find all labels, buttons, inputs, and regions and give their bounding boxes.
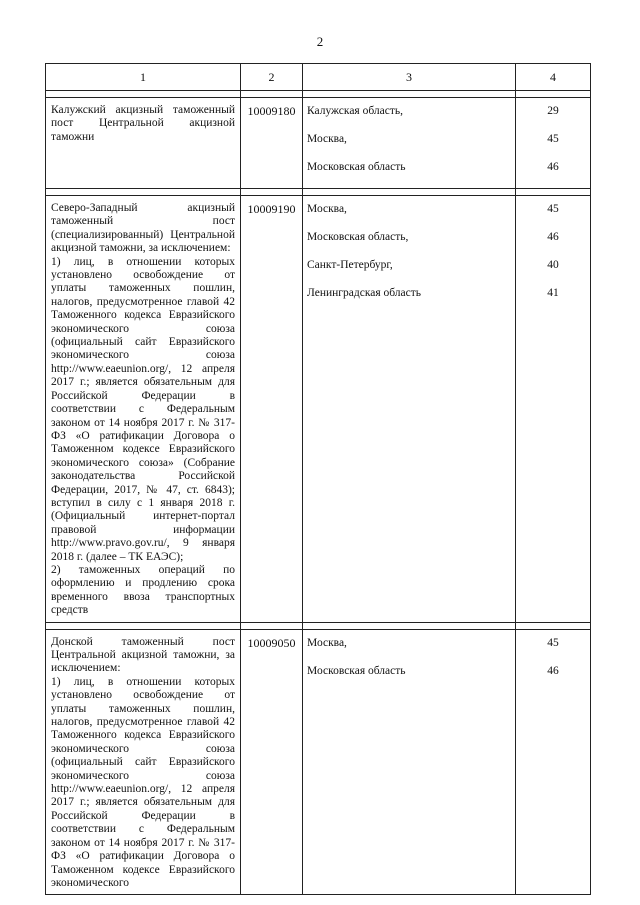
post-name-cell — [46, 196, 241, 623]
region-item: Ленинградская область — [307, 287, 422, 299]
post-name-cell — [46, 98, 241, 189]
table-header-row — [46, 64, 591, 91]
header-gap-row — [46, 91, 591, 98]
exception-item: 2) таможенных операций по оформлению и продлению срока временного ввоза транспортных средств — [51, 563, 235, 617]
row-gap — [46, 622, 591, 629]
table-row — [46, 98, 591, 189]
regions-cell — [303, 629, 516, 895]
column-header-4: 4 — [516, 64, 591, 91]
post-name: Калужский акцизный таможенный пост Центральной акцизной таможни — [51, 104, 235, 143]
region-code: 40 — [547, 259, 559, 271]
region-codes-cell — [516, 196, 591, 623]
region-item: Москва, — [307, 203, 347, 215]
column-header-3: 3 — [303, 64, 516, 91]
table-row — [46, 629, 591, 895]
region-codes-cell — [516, 629, 591, 895]
region-code: 45 — [547, 636, 559, 649]
table-row — [46, 196, 591, 623]
region-code: 29 — [547, 105, 559, 117]
regions-cell — [303, 98, 516, 189]
customs-posts-table — [45, 63, 591, 895]
region-code: 45 — [547, 133, 559, 145]
regions-cell — [303, 196, 516, 623]
post-name: Донской таможенный пост Центральной акцизной таможни, за исключением: — [51, 635, 235, 675]
region-item: Москва, — [307, 133, 347, 145]
row-gap — [46, 189, 591, 196]
post-code: 10009190 — [241, 196, 303, 623]
region-code: 46 — [547, 161, 559, 173]
region-item: Московская область, — [307, 231, 409, 243]
column-header-1: 1 — [46, 64, 241, 91]
region-item: Московская область — [307, 161, 406, 173]
post-name: Северо-Западный акцизный таможенный пост (специализированный) Центральной акцизной таможни, за исключением: — [51, 202, 235, 255]
region-code: 46 — [547, 664, 559, 677]
region-item: Санкт-Петербург, — [307, 259, 393, 271]
exception-item: 1) лиц, в отношении которых установлено освобождение от уплаты таможенных пошлин, налогов, предусмотренное главой 42 Таможенного кодекса Евразийского экономического союза (официальный сайт Евразийского экономического союза http://www.eaeunion.org/, 12 апреля 2017 г.; является обязательным для Российской Федерации в соответствии с Федеральным законом от 14 ноября 2017 г. № 317-ФЗ «О ратификации Договора о Таможенном кодексе Евразийского экономического союза» (Собрание законодательства Российской Федерации, 2017, № 47, ст. 6843); вступил в силу с 1 января 2018 г. (Официальный интернет-портал правовой информации http://www.pravo.gov.ru/, 9 января 2018 г. (далее – ТК ЕАЭС); — [51, 255, 235, 563]
region-code: 45 — [547, 203, 559, 215]
page-number: 2 — [316, 34, 324, 49]
region-item: Москва, — [307, 636, 347, 649]
region-code: 41 — [547, 287, 559, 299]
post-code: 10009050 — [241, 629, 303, 895]
post-code: 10009180 — [241, 98, 303, 189]
exception-item: 1) лиц, в отношении которых установлено освобождение от уплаты таможенных пошлин, налогов, предусмотренное главой 42 Таможенного кодекса Евразийского экономического союза (официальный сайт Евразийского экономического союза http://www.eaeunion.org/, 12 апреля 2017 г.; является обязательным для Российской Федерации в соответствии с Федеральным законом от 14 ноября 2017 г. № 317-ФЗ «О ратификации Договора о Таможенном кодексе Евразийского экономического — [51, 675, 235, 889]
column-header-2: 2 — [241, 64, 303, 91]
post-name-cell — [46, 629, 241, 895]
region-code: 46 — [547, 231, 559, 243]
region-item: Московская область — [307, 664, 406, 677]
region-item: Калужская область, — [307, 105, 403, 117]
region-codes-cell — [516, 98, 591, 189]
